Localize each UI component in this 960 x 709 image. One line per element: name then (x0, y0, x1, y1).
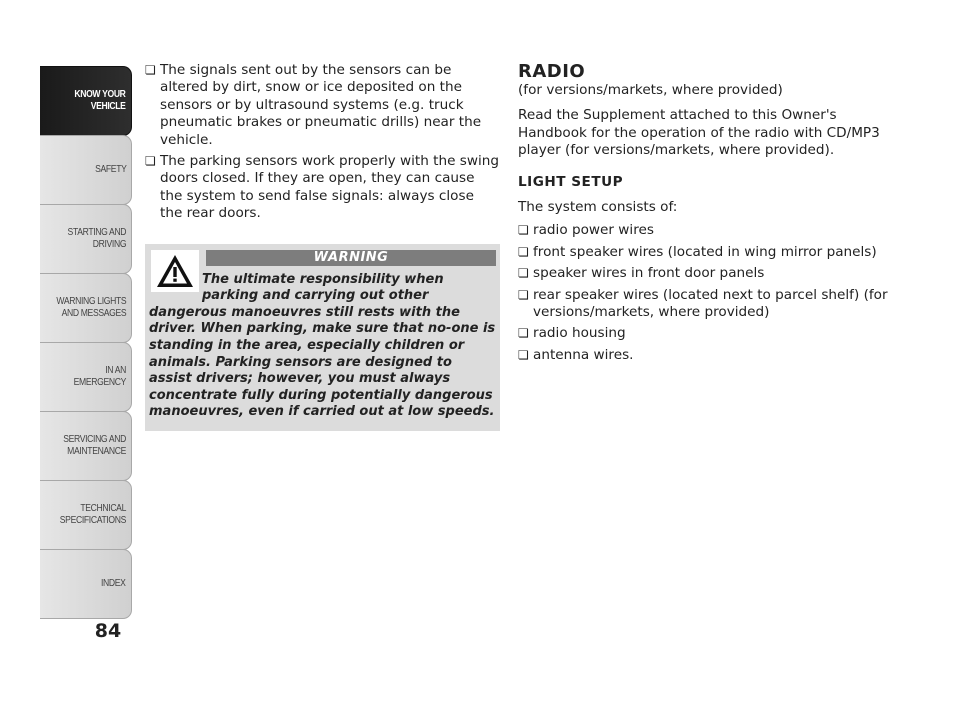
radio-paragraph: Read the Supplement attached to this Owner's Handbook for the operation of the radio with CD/MP3 player (for versions/markets, where provided). (518, 107, 880, 159)
tab-label: SERVICING AND MAINTENANCE (63, 434, 126, 457)
subheading-light-setup: LIGHT SETUP (518, 173, 624, 190)
system-intro: The system consists of: (518, 199, 678, 216)
list-item: ❏ radio housing (518, 325, 888, 342)
warning-title: WARNING (206, 250, 496, 266)
warning-line: The ultimate responsibility when (202, 271, 444, 287)
tab-servicing-and-maintenance[interactable] (40, 411, 132, 481)
tab-in-an-emergency[interactable] (40, 342, 132, 412)
component-list (518, 222, 888, 364)
warning-triangle-icon (151, 250, 199, 292)
list-item: ❏ radio power wires (518, 222, 888, 239)
list-item: ❏ speaker wires in front door panels (518, 265, 888, 282)
tab-label: TECHNICAL SPECIFICATIONS (59, 503, 126, 526)
list-item: ❏ front speaker wires (located in wing mirror panels) (518, 244, 888, 261)
availability-note: (for versions/markets, where provided) (518, 82, 783, 98)
warning-line: parking and carrying out other (202, 288, 429, 304)
tab-label: KNOW YOUR VEHICLE (74, 89, 126, 112)
tab-label: IN AN EMERGENCY (73, 365, 126, 388)
list-item: ❏ rear speaker wires (located next to parcel shelf) (for versions/markets, where provided) (518, 287, 888, 322)
tab-label: SAFETY (94, 164, 126, 175)
tab-know-your-vehicle[interactable] (40, 66, 132, 136)
tab-label: STARTING AND DRIVING (67, 227, 126, 250)
left-column (145, 62, 500, 431)
tab-starting-and-driving[interactable] (40, 204, 132, 274)
warning-text (149, 272, 496, 421)
tab-warning-lights[interactable] (40, 273, 132, 343)
list-item: ❏ antenna wires. (518, 347, 888, 364)
bullet-swing-doors: ❏ The parking sensors work properly with the swing doors closed. If they are open, they can cause the system to send false signals: always close the rear doors. (145, 153, 500, 223)
tab-label: INDEX (101, 578, 126, 589)
tab-safety[interactable] (40, 135, 132, 205)
warning-body: dangerous manoeuvres still rests with the driver. When parking, make sure that no-one is standing in the area, especially children or animals. Parking sensors are designed to assist drivers; however, you must always concentrate fully during potentially dangerous manoeuvres, even if carried out at low speeds. (149, 304, 496, 420)
right-column (518, 62, 888, 364)
tab-index[interactable] (40, 549, 132, 619)
tab-technical-specifications[interactable] (40, 480, 132, 550)
section-heading-radio: RADIO (518, 61, 586, 82)
bullet-sensor-signals: ❏ The signals sent out by the sensors can be altered by dirt, snow or ice deposited on the sensors or by ultrasound systems (e.g. truck pneumatic brakes or pneumatic drills) near the vehicle. (145, 62, 500, 149)
warning-box (145, 244, 500, 431)
page-number: 84 (94, 620, 122, 642)
tab-label: WARNING LIGHTS AND MESSAGES (56, 296, 126, 319)
